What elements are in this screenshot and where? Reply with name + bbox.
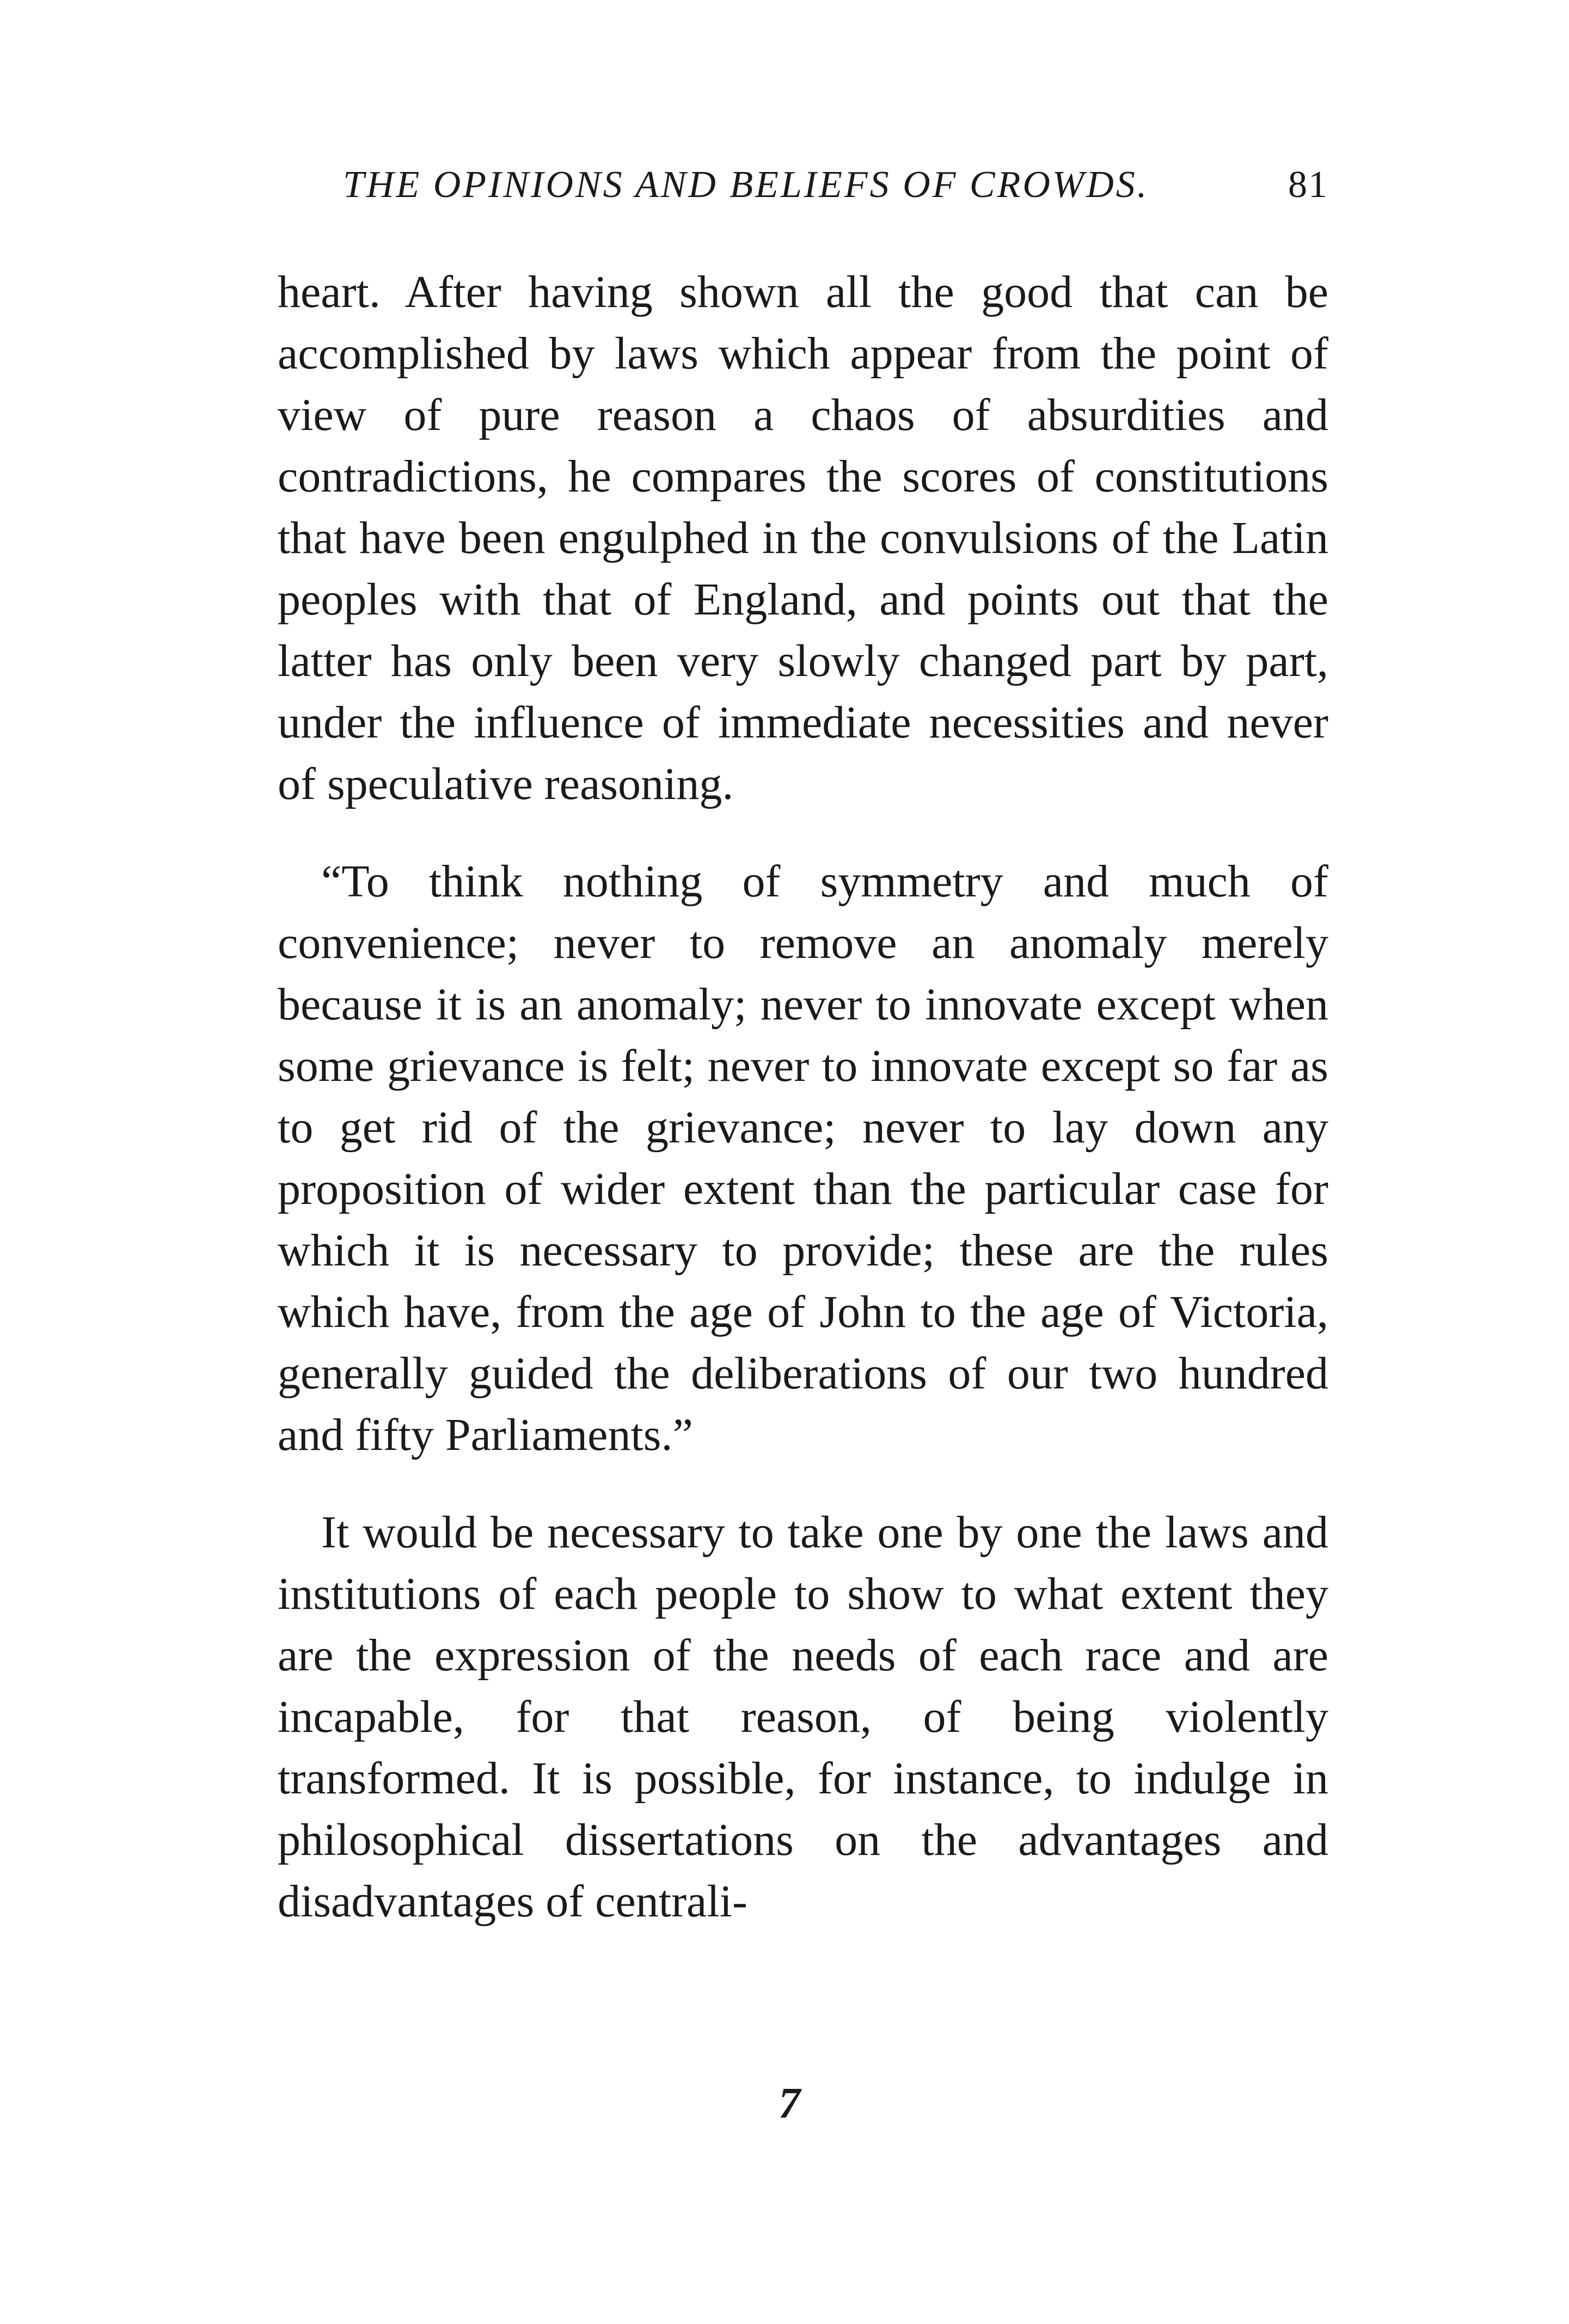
running-head: [343, 163, 1328, 223]
paragraph-1: heart. After having shown all the good that can be accomplished by laws which appear from the point of view of pure reason a chaos of absurdities and contradictions, he compares the scores of constitutions that have been engulphed in the convulsions of the Latin peoples with that of England, and points out that the latter has only been very slowly changed part by part, under the influence of immediate necessities and never of speculative reasoning.: [278, 267, 1328, 809]
body-text: [278, 261, 1328, 1932]
page-number: 81: [1288, 164, 1328, 206]
paragraph-3: It would be necessary to take one by one the laws and institutions of each people to show to what extent they are the expression of the needs of each race and are incapable, for that reason, of being violently transformed. It is possible, for instance, to indulge in philosophical dissertations on the advantages and disadvantages of centrali-: [278, 1507, 1328, 1927]
running-title: THE OPINIONS AND BELIEFS OF CROWDS.: [343, 164, 1149, 206]
signature-mark: 7: [779, 2080, 800, 2128]
paragraph-2-quotation: “To think nothing of symmetry and much of convenience; never to remove an anomaly merely because it is an anomaly; never to innovate except when some grievance is felt; never to innovate except so far as to get rid of the grievance; never to lay down any proposition of wider extent than the particular case for which it is necessary to provide; these are the rules which have, from the age of John to the age of Victoria, generally guided the deliberations of our two hundred and fifty Parliaments.”: [278, 856, 1328, 1460]
